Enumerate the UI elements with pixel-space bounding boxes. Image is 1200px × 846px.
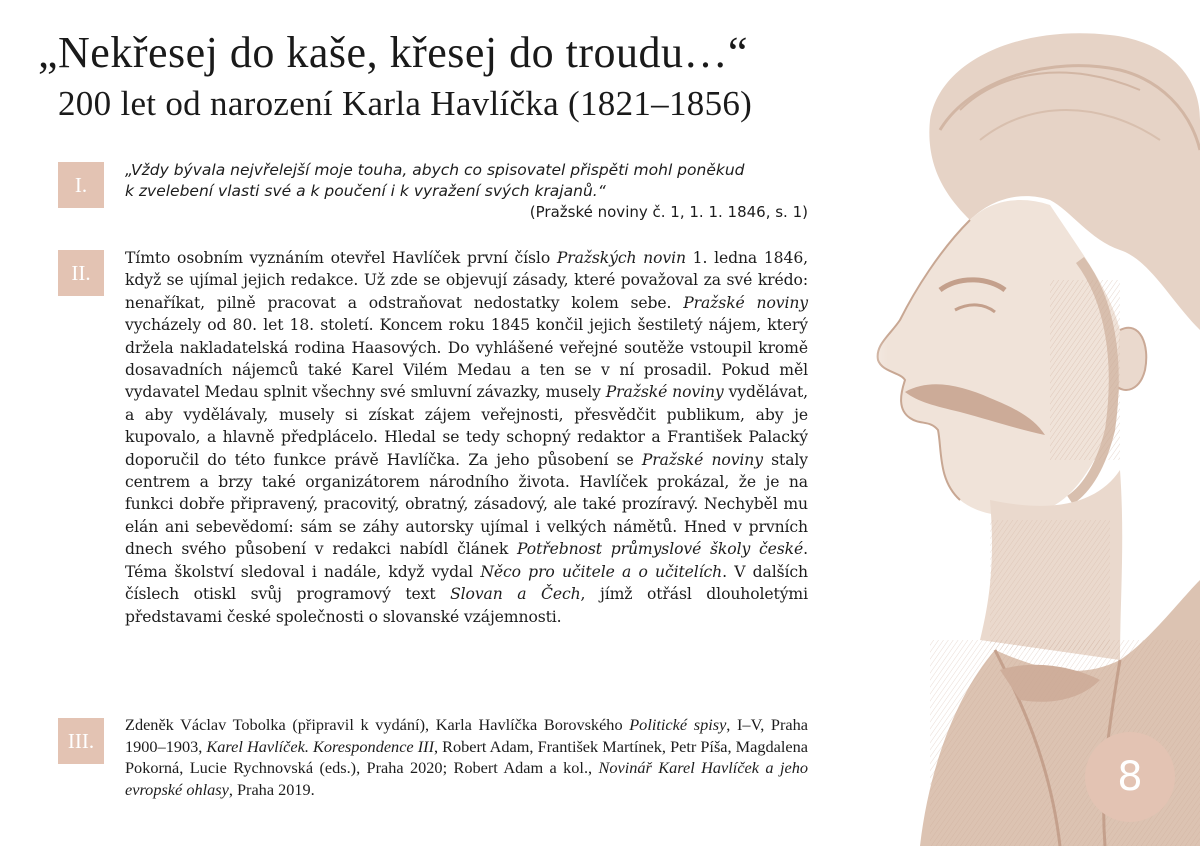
section-marker-1: I. xyxy=(58,162,104,208)
quote-line: k zvelebení vlasti své a k poučení i k vyražení svých krajanů.“ xyxy=(125,182,606,200)
book-title: Politické spisy xyxy=(629,715,727,734)
page-subtitle: 200 let od narození Karla Havlíčka (1821–1856) xyxy=(58,84,753,123)
text-run: Tímto osobním vyznáním otevřel Havlíček první číslo xyxy=(125,249,557,267)
newspaper-title: Pražských novin xyxy=(556,249,686,267)
article-title: Potřebnost průmyslové školy české xyxy=(517,540,804,559)
section-2-paragraph xyxy=(125,247,808,628)
bibliography xyxy=(125,714,808,800)
section-marker-3: III. xyxy=(58,718,104,764)
newspaper-title: Pražské noviny xyxy=(683,293,809,312)
text-run: , I–V, Praha 1900–1903, xyxy=(125,715,809,756)
article-title: Něco pro učitele a o učitelích xyxy=(480,562,723,581)
newspaper-title: Pražské noviny xyxy=(641,450,763,469)
section-marker-2: II. xyxy=(58,250,104,296)
page-number: 8 xyxy=(1085,732,1175,822)
article-title: Slovan a Čech xyxy=(450,585,581,604)
quote-line: „Vždy bývala nejvřelejší moje touha, abych co spisovatel přispěti mohl poněkud xyxy=(125,161,745,179)
book-title: Karel Havlíček. Korespondence III xyxy=(206,736,434,756)
text-run: , Robert Adam, František Martínek, Petr Píša, Magdalena Pokorná, Lucie Rychnovská (eds.), Praha 2020; Robert Adam a kol., xyxy=(125,736,808,777)
text-run: , jímž otřásl dlouholetými představami české společnosti o slovanské vzájemnosti. xyxy=(125,585,808,626)
text-run: , Praha 2019. xyxy=(228,779,315,799)
text-run: 1. ledna 1846, když se ujímal jejich redakce. Už zde se objevují zásady, které považoval za své krédo: nenaříkat, pilně pracovat a odstraňovat nedostatky kolem sebe. xyxy=(125,249,808,312)
text-run: . Téma školství sledoval i nadále, když vydal xyxy=(125,540,808,581)
text-run: . V dalších číslech otiskl svůj programový text xyxy=(125,562,808,604)
text-run: vycházely od 80. let 18. století. Koncem roku 1845 končil jejich šestiletý nájem, který držela nakladatelská rodina Haasových. Do vyhlášené veřejné soutěže vstoupil kromě dosavadních nájemců také Karel Vilém Medau a ten se v ní prosadil. Pokud měl vydavatel Medau splnit všechny své smluvní závazky, musely xyxy=(125,316,808,402)
newspaper-title: Pražské noviny xyxy=(605,383,724,402)
text-run: vydělávat, a aby vydělávaly, musely si získat zájem veřejnosti, přesvědčit publikum, aby je kupovalo, a hlavně předplácelo. Hledal se tedy schopný redaktor a František Palacký doporučil do této funkce právě Havlíčka. Za jeho působení se xyxy=(125,383,809,469)
quote-source: (Pražské noviny č. 1, 1. 1. 1846, s. 1) xyxy=(529,203,808,221)
text-run: staly centrem a brzy také organizátorem národního života. Havlíček prokázal, že je na funkci dobře připravený, pracovitý, obratný, zásadový, ale také prozíravý. Nechyběl mu elán ani sebevědomí: sám se záhy autorsky ujímal i velkých námětů. Hned v prvních dnech svého působení v redakci nabídl článek xyxy=(125,450,808,559)
text-run: Zdeněk Václav Tobolka (připravil k vydání), Karla Havlíčka Borovského xyxy=(125,715,630,734)
book-title: Novinář Karel Havlíček a jeho evropské ohlasy xyxy=(125,758,808,799)
portrait-engraving xyxy=(820,0,1200,846)
page-title: „Nekřesej do kaše, křesej do troudu…“ xyxy=(38,28,749,77)
section-1-quote xyxy=(125,160,810,202)
